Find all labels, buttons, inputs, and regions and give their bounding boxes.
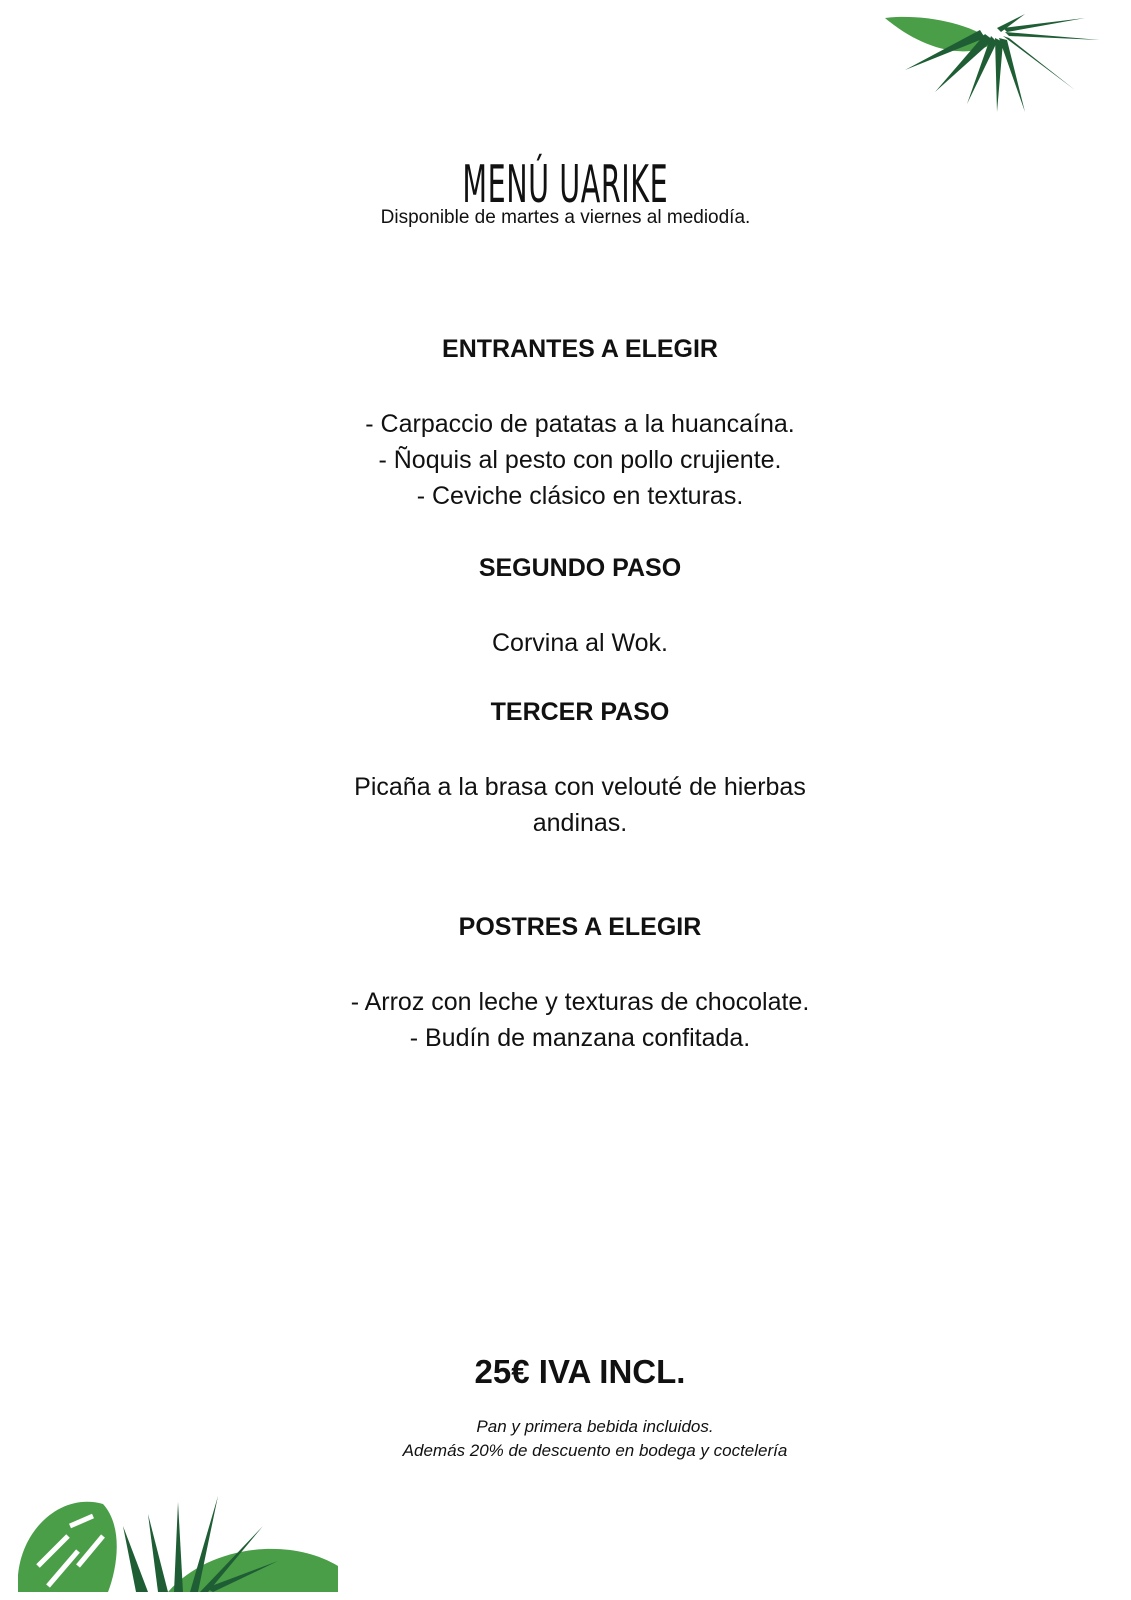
menu-price: 25€ IVA INCL.	[474, 1353, 686, 1390]
dish-item: - Arroz con leche y texturas de chocolate.	[350, 988, 810, 1016]
dish-list	[0, 769, 1131, 841]
section-title: SEGUNDO PASO	[478, 554, 682, 582]
dish-item: Corvina al Wok.	[492, 629, 668, 657]
section-postres	[0, 912, 1131, 1056]
monstera-leaf-icon	[18, 1496, 338, 1592]
section-segundo	[0, 553, 1131, 661]
dish-item: - Budín de manzana confitada.	[409, 1024, 751, 1052]
footnote-line: Además 20% de descuento en bodega y coctelería	[402, 1441, 788, 1460]
dish-item: Picaña a la brasa con velouté de hierbas andinas.	[354, 773, 806, 837]
dish-item: - Ñoquis al pesto con pollo crujiente.	[378, 446, 782, 474]
page-title: MENÚ UARIKE	[462, 154, 669, 215]
section-title: TERCER PASO	[490, 698, 670, 726]
dish-list	[0, 406, 1131, 514]
dish-list	[0, 625, 1131, 661]
section-entrantes	[0, 334, 1131, 514]
dish-item: - Carpaccio de patatas a la huancaína.	[365, 410, 795, 438]
dish-list	[0, 984, 1131, 1056]
footnote-line: Pan y primera bebida incluidos.	[476, 1417, 714, 1436]
section-tercer	[0, 697, 1131, 841]
section-title: POSTRES A ELEGIR	[458, 913, 702, 941]
palm-leaf-icon	[885, 12, 1115, 117]
availability-note: Disponible de martes a viernes al mediodía.	[380, 207, 751, 228]
price-footnote	[0, 1415, 1131, 1463]
dish-item: - Ceviche clásico en texturas.	[416, 482, 744, 510]
section-title: ENTRANTES A ELEGIR	[442, 335, 718, 363]
